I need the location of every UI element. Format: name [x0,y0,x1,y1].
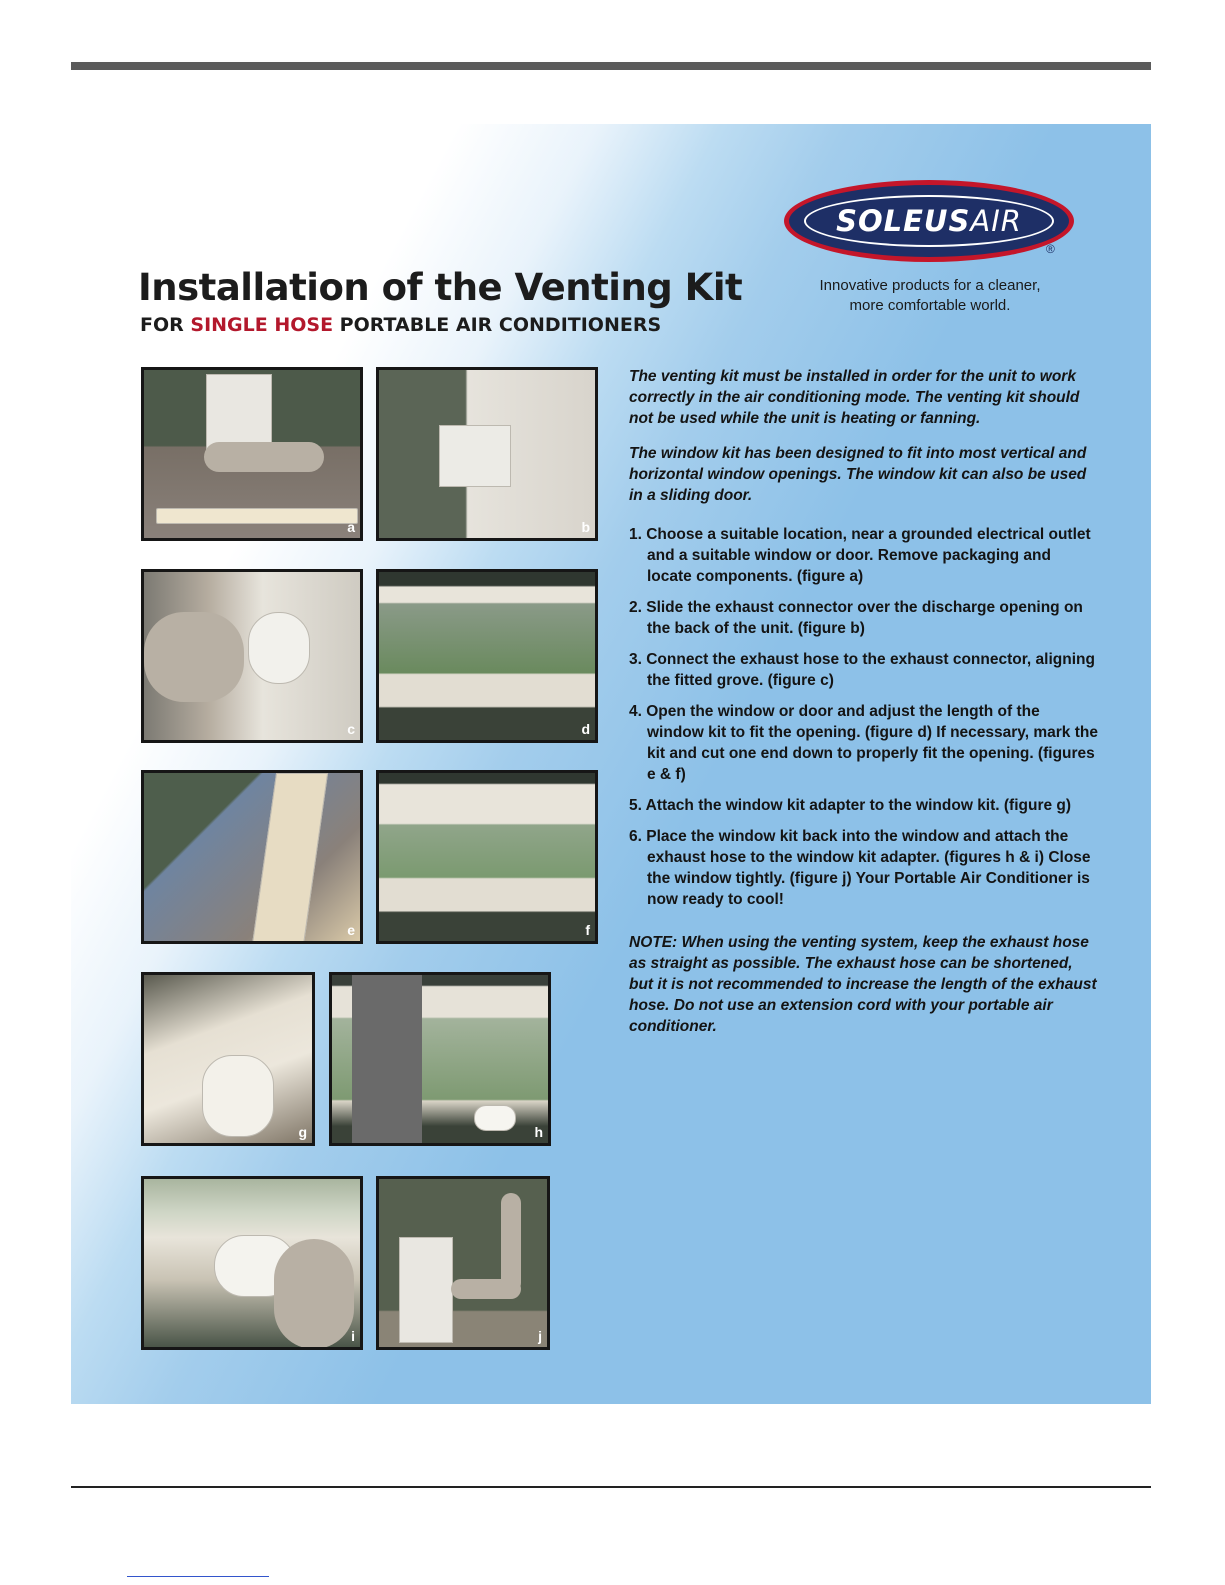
exhaust-connector-shape [248,612,310,684]
figure-h-photo [329,972,551,1146]
figure-label: a [347,519,355,535]
intro-paragraph-2: The window kit has been designed to fit into most vertical and horizontal window openings. The window kit can also be used in a sliding door. [629,445,1087,504]
figure-f-photo [376,770,598,944]
ac-unit-shape [399,1237,453,1343]
step-5: 5. Attach the window kit adapter to the window kit. (figure g) [629,797,1072,814]
registered-mark: ® [1046,242,1055,256]
brand-tagline [790,276,1070,316]
window-adapter-shape [202,1055,274,1137]
figure-i-photo [141,1176,363,1350]
logo-text [836,204,1022,238]
figure-label: j [538,1328,542,1344]
page-subtitle [140,314,661,336]
logo-inner-ring [804,195,1054,247]
step-1: 1. Choose a suitable location, near a grounded electrical outlet and a suitable window or door. Remove packaging and locate components. (figure a) [629,526,1091,585]
exhaust-hose-shape [274,1239,354,1349]
exhaust-hose-shape [144,612,244,702]
figure-label: d [581,721,590,737]
figure-j-photo [376,1176,550,1350]
window-adapter-shape [474,1105,516,1131]
window-kit-shape [156,508,358,524]
figure-a-photo [141,367,363,541]
top-rule [71,62,1151,70]
figure-label: b [581,519,590,535]
figure-b-photo [376,367,598,541]
exhaust-connector-shape [439,425,511,487]
instructions-column [629,366,1099,1037]
logo-text-bold: SOLEUS [836,204,971,238]
intro-paragraph-1: The venting kit must be installed in order for the unit to work correctly in the air conditioning mode. The venting kit should not be used while the unit is heating or fanning. [629,368,1080,427]
exhaust-hose-vertical-shape [501,1193,521,1293]
step-6: 6. Place the window kit back into the window and attach the exhaust hose to the window kit adapter. (figures h & i) Close the window tightly. (figure j) Your Portable Air Conditioner is now ready to cool! [629,828,1091,908]
figure-c-photo [141,569,363,743]
figure-label: f [585,922,590,938]
subtitle-accent: SINGLE HOSE [190,314,334,336]
step-3: 3. Connect the exhaust hose to the exhaust connector, aligning the fitted grove. (figure c) [629,651,1095,689]
figure-label: h [534,1124,543,1140]
soleusair-logo [784,180,1074,262]
step-4: 4. Open the window or door and adjust the length of the window kit to fit the opening. (figure d) If necessary, mark the kit and cut one end down to properly fit the opening. (figures e & f) [629,703,1098,783]
figure-e-photo [141,770,363,944]
installation-steps [629,524,1099,910]
tagline-line-2: more comfortable world. [849,297,1011,314]
figure-label: e [347,922,355,938]
subtitle-post: PORTABLE AIR CONDITIONERS [333,314,662,336]
figure-g-photo [141,972,315,1146]
subtitle-pre: FOR [140,314,191,336]
footer-link-underline [127,1576,269,1577]
logo-text-thin: AIR [970,204,1022,238]
window-kit-shape [252,773,328,944]
tagline-line-1: Innovative products for a cleaner, [819,277,1041,294]
bottom-rule [71,1486,1151,1488]
step-2: 2. Slide the exhaust connector over the discharge opening on the back of the unit. (figure b) [629,599,1083,637]
figure-label: g [298,1124,307,1140]
page-title: Installation of the Venting Kit [138,266,743,309]
person-shape [352,975,422,1145]
figure-d-photo [376,569,598,743]
figure-label: i [351,1328,355,1344]
figure-label: c [347,721,355,737]
note-paragraph: NOTE: When using the venting system, keep the exhaust hose as straight as possible. The exhaust hose can be shortened, but it is not recommended to increase the length of the exhaust hose. Do not use an extension cord with your portable air conditioner. [629,934,1097,1035]
exhaust-hose-shape [204,442,324,472]
